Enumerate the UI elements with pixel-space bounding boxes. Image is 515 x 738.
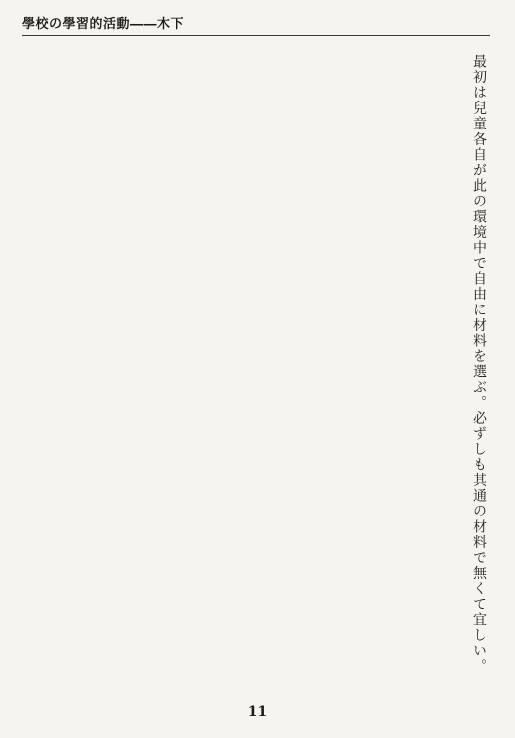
body-text: 最初は兒童各自が此の環境中で自由に材料を選ぶ。必ずしも其通の材料で無くて宜しい。 — [471, 54, 487, 674]
page-number: 11 — [247, 704, 268, 720]
running-head: 學校の學習的活動――木下 — [22, 17, 185, 32]
header-divider — [22, 35, 490, 36]
